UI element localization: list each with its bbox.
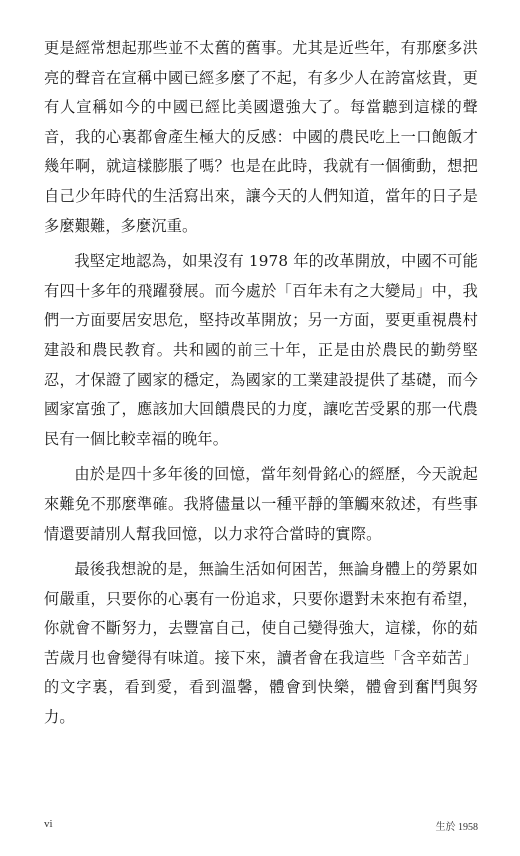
page-footer bbox=[44, 818, 478, 834]
paragraph-closing: 最後我想說的是，無論生活如何困苦，無論身體上的勞累如何嚴重，只要你的心裏有一份追求，只要你還對未來抱有希望，你就會不斷努力，去豐富自己，使自己變得強大，這樣，你的茹苦歲月也會變得有味道。接下來，讀者會在我這些「含辛茹苦」的文字裏，看到愛，看到溫馨，體會到快樂，體會到奮鬥與努力。 bbox=[44, 560, 478, 727]
page-number: vi bbox=[44, 818, 53, 830]
body-text bbox=[44, 34, 478, 733]
paragraph-reform: 我堅定地認為，如果沒有 1978 年的改革開放，中國不可能有四十多年的飛躍發展。而今處於「百年未有之大變局」中，我們一方面要居安思危，堅持改革開放；另一方面，要更重視農村建設和農民教育。共和國的前三十年，正是由於農民的勤勞堅忍，才保證了國家的穩定，為國家的工業建設提供了基礎，而今國家富強了，應該加大回饋農民的力度，讓吃苦受累的那一代農民有一個比較幸福的晚年。 bbox=[44, 252, 478, 448]
paragraph-continued: 更是經常想起那些並不太舊的舊事。尤其是近些年，有那麼多洪亮的聲音在宣稱中國已經多麼了不起，有多少人在誇富炫貴，更有人宣稱如今的中國已經比美國還強大了。每當聽到這樣的聲音，我的心裏都會產生極大的反感：中國的農民吃上一口飽飯才幾年啊，就這樣膨脹了嗎？也是在此時，我就有一個衝動，想把自己少年時代的生活寫出來，讓今天的人們知道，當年的日子是多麼艱難，多麼沉重。 bbox=[44, 39, 478, 235]
paragraph-memory: 由於是四十多年後的回憶，當年刻骨銘心的經歷，今天說起來難免不那麼準確。我將儘量以一種平靜的筆觸來敘述，有些事情還要請別人幫我回憶，以力求符合當時的實際。 bbox=[44, 465, 478, 543]
running-title: 生於 1958 bbox=[435, 822, 478, 833]
